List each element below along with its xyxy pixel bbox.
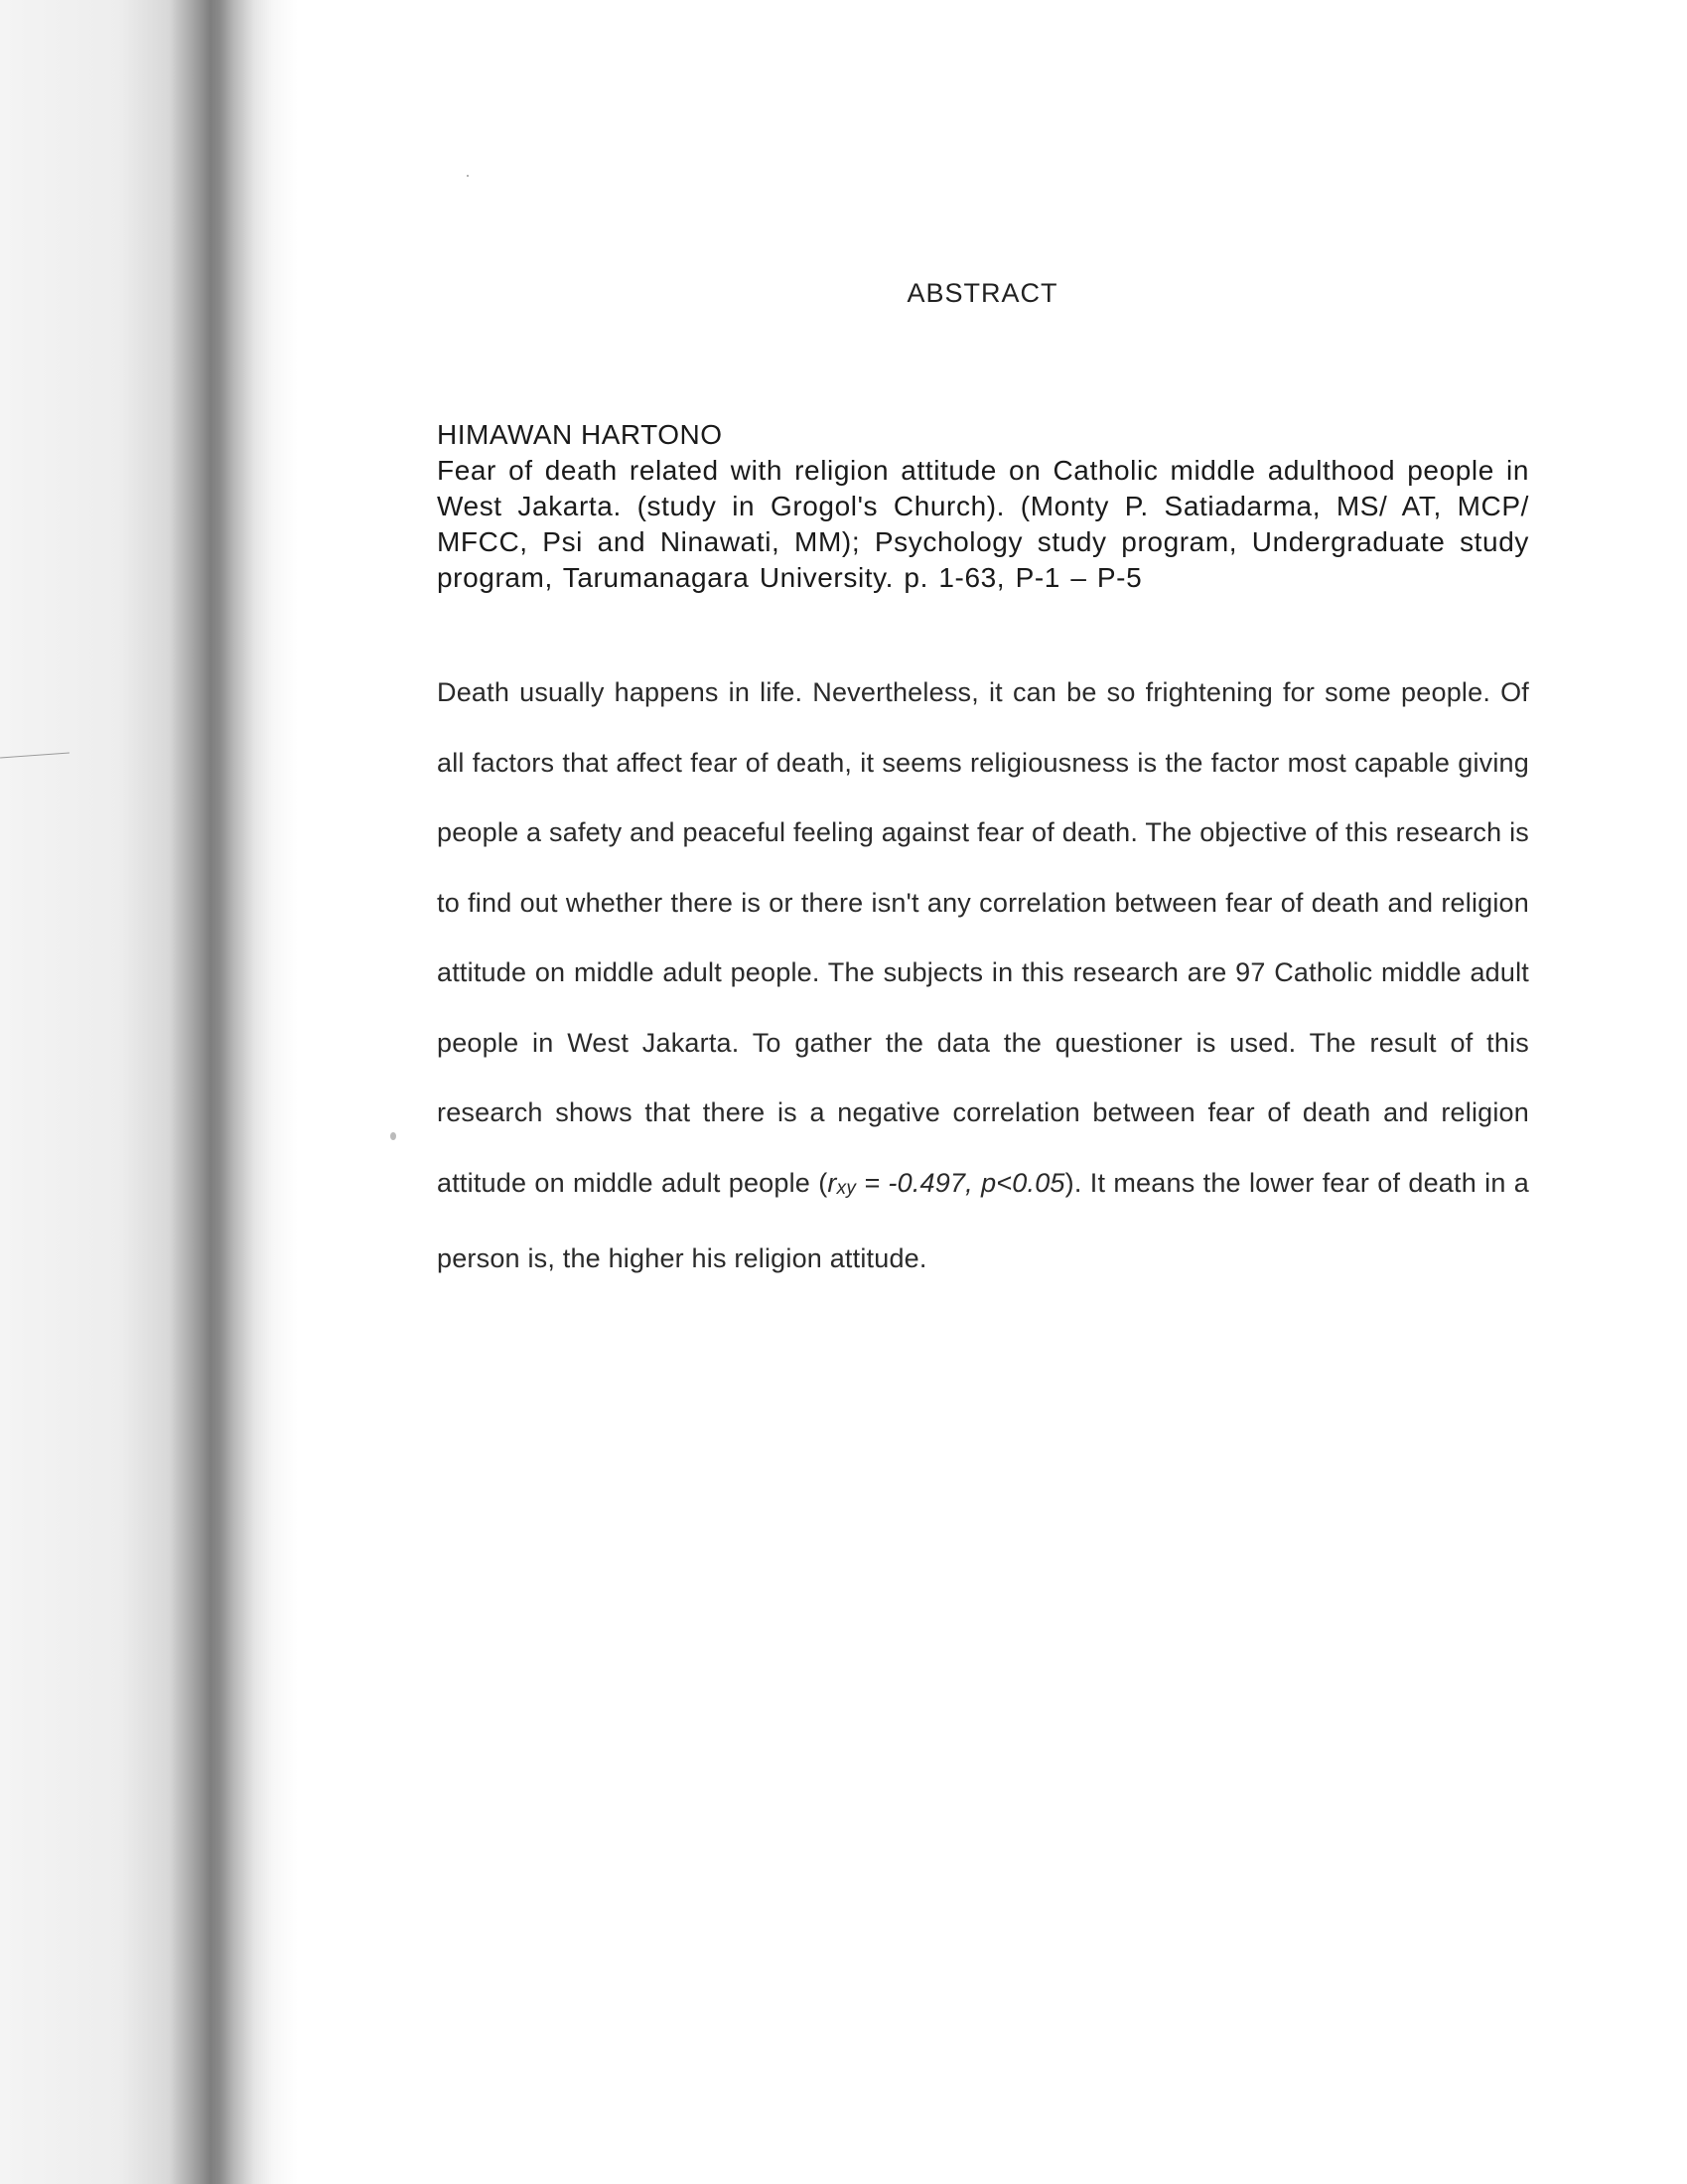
statistic-symbol: r [827,1167,837,1198]
abstract-text-before: Death usually happens in life. Nevertheless, it can be so frightening for some people. Of all factors that affect fear of death, it seems religiousness is the factor most capable giving people a safety and peaceful feeling against fear of death. The objective of this research is to find out whether there is or there isn't any correlation between fear of death and religion attitude on middle adult people. The subjects in this research are 97 Catholic middle adult people in West Jakarta. To gather the data the questioner is used. The result of this research shows that there is a negative correlation between fear of death and religion attitude on middle adult people ( [437,677,1529,1198]
scan-mark-dot [390,1132,396,1140]
author-name: HIMAWAN HARTONO [437,419,723,450]
abstract-body [437,657,1529,1294]
statistic-subscript: xy [836,1177,857,1199]
scan-mark-dot [467,175,469,177]
scan-binding-shadow [0,0,298,2184]
statistic [827,1168,1064,1198]
abstract-text-after: ). It means the lower fear of death in a person is, the higher his religion attitude. [437,1167,1529,1273]
citation-header [437,417,1529,596]
statistic-value: = -0.497, p<0.05 [856,1167,1065,1198]
page-title: ABSTRACT [907,278,1058,308]
thesis-citation: Fear of death related with religion attitude on Catholic middle adulthood people in West Jakarta. (study in Grogol's Church). (Monty P. Satiadarma, MS/ AT, MCP/ MFCC, Psi and Ninawati, MM); Psychology study program, Undergraduate study program, Tarumanagara University. p. 1-63, P-1 – P-5 [437,455,1529,593]
